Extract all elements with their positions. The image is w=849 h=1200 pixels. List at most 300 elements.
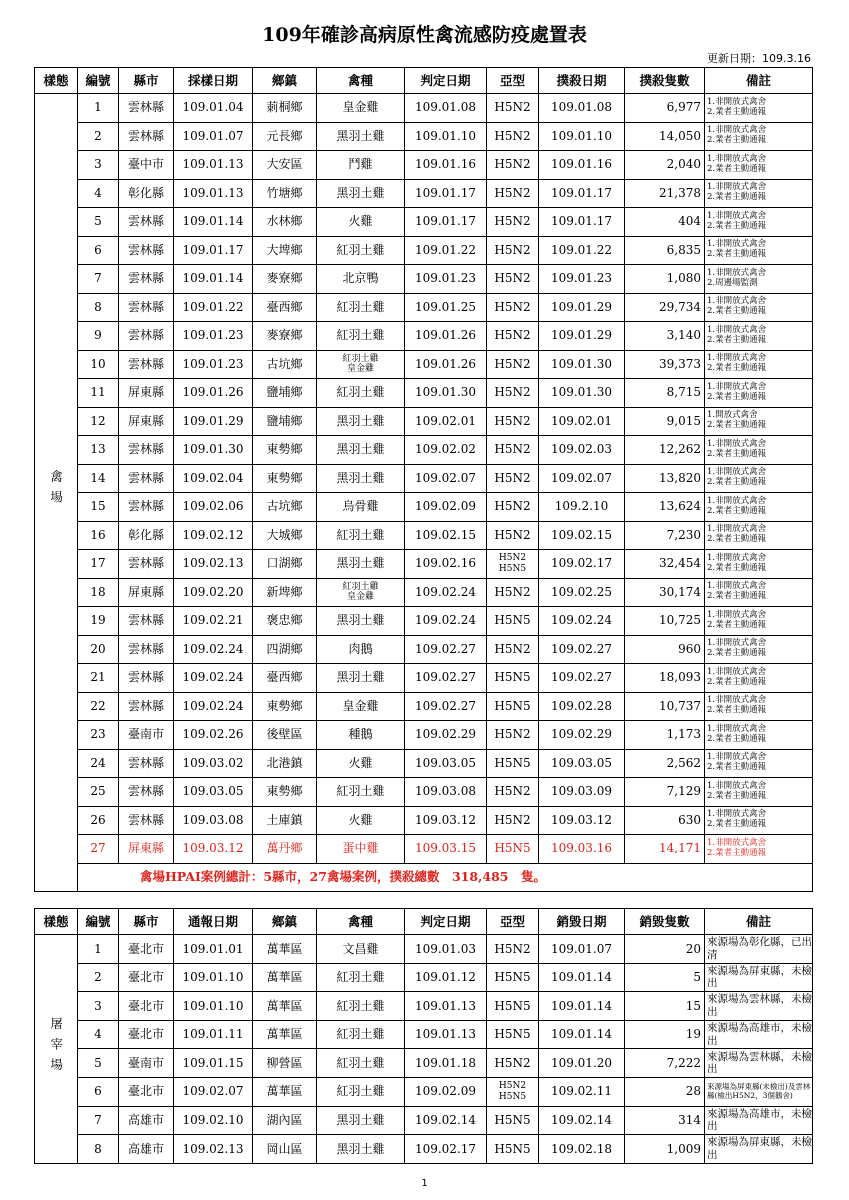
cell-line: 皇金雞	[346, 592, 374, 603]
remark: 來源場為雲林縣，未檢出	[705, 992, 813, 1021]
table-row	[35, 1077, 813, 1106]
township: 口湖鄉	[253, 550, 317, 579]
table-row	[35, 664, 813, 693]
cull-date: 109.01.23	[539, 265, 625, 294]
table-row	[35, 94, 813, 123]
cull-date: 109.02.29	[539, 721, 625, 750]
subtype	[487, 550, 539, 579]
species: 火雞	[317, 208, 405, 237]
cell-line: 2.業者主動通報	[707, 106, 767, 117]
column-header: 銷毀隻數	[625, 909, 705, 935]
cell-line: 2.業者主動通報	[707, 562, 767, 573]
cell-line: 1.非開放式禽舍	[707, 467, 767, 478]
subtype: H5N2	[487, 635, 539, 664]
sample-date: 109.03.12	[174, 835, 253, 864]
column-header: 禽種	[317, 909, 405, 935]
case-number: 6	[78, 236, 119, 265]
subtype: H5N2	[487, 322, 539, 351]
table-row	[35, 122, 813, 151]
remark: 來源場為高雄市，未檢出	[705, 1020, 813, 1049]
remark	[705, 464, 813, 493]
case-number: 5	[78, 1049, 119, 1078]
cell-line: 1.非開放式禽舍	[707, 752, 767, 763]
judge-date: 109.02.02	[405, 436, 487, 465]
cell-line: 2.業者主動通報	[707, 420, 767, 431]
sample-date: 109.02.10	[174, 1106, 253, 1135]
township: 鹽埔鄉	[253, 407, 317, 436]
remark: 來源場為高雄市，未檢出	[705, 1106, 813, 1135]
cull-count: 14,171	[625, 835, 705, 864]
cull-count: 9,015	[625, 407, 705, 436]
table-row	[35, 963, 813, 992]
county: 高雄市	[119, 1106, 174, 1135]
species: 黑羽土雞	[317, 664, 405, 693]
case-number: 18	[78, 578, 119, 607]
township: 土庫鎮	[253, 806, 317, 835]
table-row	[35, 1135, 813, 1164]
township: 竹塘鄉	[253, 179, 317, 208]
judge-date: 109.02.15	[405, 521, 487, 550]
table-header-row	[35, 909, 813, 935]
subtype: H5N2	[487, 721, 539, 750]
subtype: H5N2	[487, 236, 539, 265]
sample-date: 109.01.11	[174, 1020, 253, 1049]
cell-line: 2.業者主動通報	[707, 334, 767, 345]
cull-count: 404	[625, 208, 705, 237]
cell-line: 1.非開放式禽舍	[707, 210, 767, 221]
sample-date: 109.01.13	[174, 179, 253, 208]
column-header: 亞型	[487, 68, 539, 94]
judge-date: 109.01.17	[405, 179, 487, 208]
judge-date: 109.01.13	[405, 1020, 487, 1049]
subtype: H5N5	[487, 749, 539, 778]
table-row	[35, 692, 813, 721]
remark	[705, 151, 813, 180]
species: 紅羽土雞	[317, 236, 405, 265]
case-number: 6	[78, 1077, 119, 1106]
judge-date: 109.01.03	[405, 935, 487, 964]
sample-date: 109.01.22	[174, 293, 253, 322]
cull-count: 21,378	[625, 179, 705, 208]
subtype: H5N5	[487, 1135, 539, 1164]
township: 東勢鄉	[253, 436, 317, 465]
cull-count: 7,129	[625, 778, 705, 807]
column-header: 鄉鎮	[253, 68, 317, 94]
cell-line: 2.業者主動通報	[707, 505, 767, 516]
cull-count: 32,454	[625, 550, 705, 579]
case-number: 19	[78, 607, 119, 636]
subtype: H5N5	[487, 607, 539, 636]
sample-date: 109.01.14	[174, 208, 253, 237]
subtype: H5N5	[487, 1020, 539, 1049]
cell-line: 紅羽土雞	[342, 581, 379, 592]
column-header: 銷毀日期	[539, 909, 625, 935]
township: 元長鄉	[253, 122, 317, 151]
remark	[705, 122, 813, 151]
subtype: H5N5	[487, 963, 539, 992]
case-number: 12	[78, 407, 119, 436]
species: 紅羽土雞	[317, 521, 405, 550]
table-row	[35, 436, 813, 465]
judge-date: 109.02.27	[405, 664, 487, 693]
township: 萬華區	[253, 992, 317, 1021]
judge-date: 109.02.24	[405, 607, 487, 636]
remark	[705, 265, 813, 294]
subtype: H5N5	[487, 692, 539, 721]
subtype	[487, 1077, 539, 1106]
column-header: 樣態	[35, 909, 78, 935]
cull-count: 960	[625, 635, 705, 664]
township: 古坑鄉	[253, 493, 317, 522]
cull-date: 109.01.30	[539, 379, 625, 408]
judge-date: 109.01.10	[405, 122, 487, 151]
remark	[705, 721, 813, 750]
county: 屏東縣	[119, 407, 174, 436]
judge-date: 109.02.09	[405, 1077, 487, 1106]
judge-date: 109.01.16	[405, 151, 487, 180]
judge-date: 109.02.17	[405, 1135, 487, 1164]
species: 黑羽土雞	[317, 464, 405, 493]
species: 黑羽土雞	[317, 550, 405, 579]
farm-table	[34, 67, 813, 892]
county: 雲林縣	[119, 493, 174, 522]
case-number: 17	[78, 550, 119, 579]
case-number: 27	[78, 835, 119, 864]
remark	[705, 578, 813, 607]
cell-line: 2.業者主動通報	[707, 477, 767, 488]
slaughter-table	[34, 908, 813, 1164]
table-row	[35, 179, 813, 208]
township: 鹽埔鄉	[253, 379, 317, 408]
cull-date: 109.01.14	[539, 1020, 625, 1049]
cull-date: 109.01.08	[539, 94, 625, 123]
township: 四湖鄉	[253, 635, 317, 664]
cull-date: 109.03.12	[539, 806, 625, 835]
judge-date: 109.02.14	[405, 1106, 487, 1135]
remark	[705, 493, 813, 522]
table-row	[35, 464, 813, 493]
sample-date: 109.01.13	[174, 151, 253, 180]
cull-date: 109.01.22	[539, 236, 625, 265]
county: 臺北市	[119, 992, 174, 1021]
table-row	[35, 208, 813, 237]
county: 雲林縣	[119, 436, 174, 465]
sample-date: 109.01.14	[174, 265, 253, 294]
remark	[705, 778, 813, 807]
species: 皇金雞	[317, 692, 405, 721]
species: 紅羽土雞	[317, 778, 405, 807]
cull-date: 109.01.17	[539, 179, 625, 208]
species: 北京鴨	[317, 265, 405, 294]
subtype: H5N2	[487, 521, 539, 550]
case-number: 25	[78, 778, 119, 807]
subtype: H5N5	[487, 835, 539, 864]
remark	[705, 208, 813, 237]
township: 新埤鄉	[253, 578, 317, 607]
sample-date: 109.01.01	[174, 935, 253, 964]
cell-line: 2.業者主動通報	[707, 790, 767, 801]
judge-date: 109.03.15	[405, 835, 487, 864]
cell-line: 1.非開放式禽舍	[707, 809, 767, 820]
county: 臺北市	[119, 1020, 174, 1049]
remark	[705, 179, 813, 208]
cull-count: 7,230	[625, 521, 705, 550]
case-number: 1	[78, 94, 119, 123]
species: 烏骨雞	[317, 493, 405, 522]
cell-line: 1.非開放式禽舍	[707, 495, 767, 506]
cull-count: 20	[625, 935, 705, 964]
sample-date: 109.01.04	[174, 94, 253, 123]
cull-count: 10,725	[625, 607, 705, 636]
judge-date: 109.02.29	[405, 721, 487, 750]
cell-line: 2.業者主動通報	[707, 705, 767, 716]
table-row	[35, 721, 813, 750]
column-header: 編號	[78, 909, 119, 935]
remark	[705, 749, 813, 778]
sample-date: 109.01.26	[174, 379, 253, 408]
cull-date: 109.02.17	[539, 550, 625, 579]
judge-date: 109.01.30	[405, 379, 487, 408]
species: 肉鵝	[317, 635, 405, 664]
table-row	[35, 992, 813, 1021]
cull-date: 109.02.25	[539, 578, 625, 607]
sample-date: 109.03.05	[174, 778, 253, 807]
sample-date: 109.01.17	[174, 236, 253, 265]
judge-date: 109.01.26	[405, 322, 487, 351]
cell-line: 2.業者主動通報	[707, 619, 767, 630]
table-row	[35, 350, 813, 379]
county: 臺北市	[119, 935, 174, 964]
cell-line: 1.非開放式禽舍	[707, 666, 767, 677]
cell-line: 2.業者主動通報	[707, 220, 767, 231]
cull-count: 6,977	[625, 94, 705, 123]
species: 黑羽土雞	[317, 1106, 405, 1135]
sample-date: 109.01.29	[174, 407, 253, 436]
remark: 來源場為屏東縣，未檢出	[705, 1135, 813, 1164]
sample-date: 109.02.24	[174, 635, 253, 664]
county: 臺南市	[119, 721, 174, 750]
table-row	[35, 635, 813, 664]
county: 雲林縣	[119, 664, 174, 693]
township: 莿桐鄉	[253, 94, 317, 123]
sample-date: 109.02.06	[174, 493, 253, 522]
case-number: 21	[78, 664, 119, 693]
subtype: H5N2	[487, 265, 539, 294]
species: 火雞	[317, 749, 405, 778]
table-row	[35, 778, 813, 807]
column-header: 備註	[705, 68, 813, 94]
cell-line: 2.業者主動通報	[707, 534, 767, 545]
cell-line: 2.業者主動通報	[707, 363, 767, 374]
county: 雲林縣	[119, 236, 174, 265]
case-number: 16	[78, 521, 119, 550]
table-row	[35, 322, 813, 351]
sample-date: 109.02.07	[174, 1077, 253, 1106]
cell-line: 2.業者主動通報	[707, 192, 767, 203]
subtype: H5N2	[487, 179, 539, 208]
township: 萬華區	[253, 1020, 317, 1049]
column-header: 縣市	[119, 68, 174, 94]
case-number: 5	[78, 208, 119, 237]
remark	[705, 236, 813, 265]
county: 雲林縣	[119, 692, 174, 721]
subtype: H5N2	[487, 151, 539, 180]
cull-date: 109.02.27	[539, 664, 625, 693]
case-number: 2	[78, 122, 119, 151]
cull-date: 109.03.16	[539, 835, 625, 864]
county: 臺北市	[119, 1077, 174, 1106]
remark	[705, 350, 813, 379]
table-row	[35, 236, 813, 265]
county: 雲林縣	[119, 749, 174, 778]
species: 紅羽土雞	[317, 379, 405, 408]
cull-count: 630	[625, 806, 705, 835]
case-number: 11	[78, 379, 119, 408]
subtype: H5N2	[487, 935, 539, 964]
subtype: H5N2	[487, 436, 539, 465]
sample-date: 109.02.21	[174, 607, 253, 636]
cell-line: H5N5	[498, 1091, 527, 1102]
case-number: 9	[78, 322, 119, 351]
cell-line: 紅羽土雞	[342, 353, 379, 364]
township: 麥寮鄉	[253, 322, 317, 351]
cull-count: 18,093	[625, 664, 705, 693]
cull-date: 109.01.29	[539, 322, 625, 351]
judge-date: 109.01.13	[405, 992, 487, 1021]
cell-line: 2.業者主動通報	[707, 847, 767, 858]
sample-date: 109.01.23	[174, 322, 253, 351]
cell-line: 1.非開放式禽舍	[707, 125, 767, 136]
township: 萬丹鄉	[253, 835, 317, 864]
table-row	[35, 493, 813, 522]
cull-count: 2,562	[625, 749, 705, 778]
cull-date: 109.2.10	[539, 493, 625, 522]
case-number: 26	[78, 806, 119, 835]
cull-count: 1,080	[625, 265, 705, 294]
remark	[705, 407, 813, 436]
judge-date: 109.03.05	[405, 749, 487, 778]
cull-date: 109.01.14	[539, 992, 625, 1021]
county: 雲林縣	[119, 635, 174, 664]
subtype: H5N2	[487, 94, 539, 123]
case-number: 15	[78, 493, 119, 522]
summary-text: 禽場HPAI案例總計：5縣市，27禽場案例，撲殺總數 318,485 隻。	[78, 863, 813, 891]
cell-line: 1.非開放式禽舍	[707, 324, 767, 335]
cell-line: 1.非開放式禽舍	[707, 723, 767, 734]
remark: 來源場為雲林縣，未檢出	[705, 1049, 813, 1078]
cell-line: 1.非開放式禽舍	[707, 353, 767, 364]
township: 柳營區	[253, 1049, 317, 1078]
judge-date: 109.02.07	[405, 464, 487, 493]
species: 黑羽土雞	[317, 122, 405, 151]
table-row	[35, 550, 813, 579]
cull-count: 2,040	[625, 151, 705, 180]
subtype: H5N5	[487, 664, 539, 693]
county: 雲林縣	[119, 607, 174, 636]
sample-date: 109.01.30	[174, 436, 253, 465]
township: 大城鄉	[253, 521, 317, 550]
case-number: 8	[78, 293, 119, 322]
township: 大埤鄉	[253, 236, 317, 265]
township: 東勢鄉	[253, 464, 317, 493]
cell-line: 1.非開放式禽舍	[707, 267, 767, 278]
species: 種鵝	[317, 721, 405, 750]
table-row	[35, 1106, 813, 1135]
cull-date: 109.01.30	[539, 350, 625, 379]
cull-date: 109.01.07	[539, 935, 625, 964]
species: 文昌雞	[317, 935, 405, 964]
county: 高雄市	[119, 1135, 174, 1164]
table-row	[35, 935, 813, 964]
cell-line: 2.業者主動通報	[707, 306, 767, 317]
cell-line: 2.業者主動通報	[707, 249, 767, 260]
case-number: 22	[78, 692, 119, 721]
township: 褒忠鄉	[253, 607, 317, 636]
county: 雲林縣	[119, 550, 174, 579]
species: 紅羽土雞	[317, 322, 405, 351]
species: 紅羽土雞	[317, 992, 405, 1021]
column-header: 禽種	[317, 68, 405, 94]
case-number: 14	[78, 464, 119, 493]
category-cell	[35, 935, 78, 1164]
county: 臺北市	[119, 963, 174, 992]
judge-date: 109.02.16	[405, 550, 487, 579]
sample-date: 109.02.26	[174, 721, 253, 750]
judge-date: 109.01.25	[405, 293, 487, 322]
page-title: 109年確診高病原性禽流感防疫處置表	[262, 24, 587, 46]
subtype: H5N2	[487, 578, 539, 607]
township: 岡山區	[253, 1135, 317, 1164]
remark	[705, 379, 813, 408]
county: 臺中市	[119, 151, 174, 180]
county: 雲林縣	[119, 265, 174, 294]
township: 萬華區	[253, 963, 317, 992]
species: 蛋中雞	[317, 835, 405, 864]
county: 屏東縣	[119, 379, 174, 408]
cell-line: 1.非開放式禽舍	[707, 438, 767, 449]
category-cell	[35, 94, 78, 892]
species: 紅羽土雞	[317, 293, 405, 322]
cull-date: 109.01.29	[539, 293, 625, 322]
cull-date: 109.01.17	[539, 208, 625, 237]
judge-date: 109.01.17	[405, 208, 487, 237]
case-number: 24	[78, 749, 119, 778]
column-header: 亞型	[487, 909, 539, 935]
township: 臺西鄉	[253, 664, 317, 693]
cell-line: 2.周邊場監測	[707, 277, 758, 288]
cell-line: 2.業者主動通報	[707, 733, 767, 744]
case-number: 3	[78, 992, 119, 1021]
county: 雲林縣	[119, 350, 174, 379]
remark: 來源場為彰化縣，已出清	[705, 935, 813, 964]
species: 黑羽土雞	[317, 607, 405, 636]
table-row	[35, 835, 813, 864]
county: 雲林縣	[119, 778, 174, 807]
county: 屏東縣	[119, 578, 174, 607]
column-header: 撲殺日期	[539, 68, 625, 94]
cell-line: 2.業者主動通報	[707, 135, 767, 146]
county: 雲林縣	[119, 293, 174, 322]
cell-line: 2.業者主動通報	[707, 591, 767, 602]
subtype: H5N2	[487, 379, 539, 408]
subtype: H5N2	[487, 407, 539, 436]
sample-date: 109.02.13	[174, 1135, 253, 1164]
cell-line: H5N2	[498, 553, 527, 564]
case-number: 3	[78, 151, 119, 180]
table-row	[35, 151, 813, 180]
subtype: H5N2	[487, 1049, 539, 1078]
subtype: H5N2	[487, 350, 539, 379]
